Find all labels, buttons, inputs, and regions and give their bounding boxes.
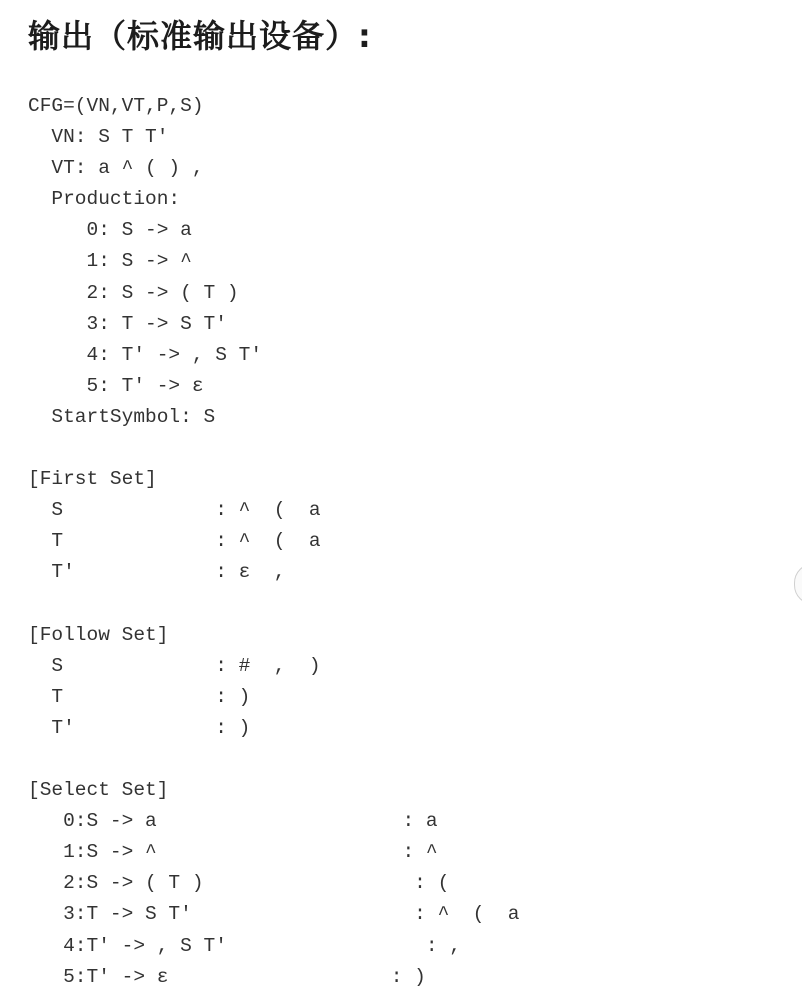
program-output (28, 91, 519, 993)
output-line: StartSymbol: S (28, 405, 216, 428)
output-line: 1: S -> ^ (28, 250, 192, 273)
output-line: 2:S -> ( T ) : ( (28, 872, 450, 895)
output-line: Production: (28, 188, 181, 211)
output-line (28, 433, 519, 464)
output-line: S : ^ ( a (28, 499, 321, 522)
output-line: S : # , ) (28, 654, 321, 677)
output-line: 3:T -> S T' : ^ ( a (28, 903, 520, 926)
page-title: 输出（标准输出设备）: (28, 17, 372, 55)
output-line: 3: T -> S T' (28, 312, 227, 335)
output-line: 0:S -> a : a (28, 810, 438, 833)
output-line: [Follow Set] (28, 623, 169, 646)
output-line: CFG=(VN,VT,P,S) (28, 95, 204, 117)
output-line (28, 744, 519, 775)
output-line: VN: S T T' (28, 126, 169, 149)
output-line: T' : ) (28, 716, 251, 739)
output-line: 4: T' -> , S T' (28, 343, 263, 366)
output-line: 5:T' -> ε : ) (28, 965, 426, 988)
output-line: T : ^ ( a (28, 530, 321, 553)
output-line: VT: a ^ ( ) , (28, 157, 204, 180)
output-line: T : ) (28, 685, 251, 708)
output-line: 2: S -> ( T ) (28, 281, 239, 304)
output-line: [First Set] (28, 468, 157, 491)
output-line: 0: S -> a (28, 219, 192, 242)
output-line: T' : ε , (28, 561, 286, 584)
side-panel-toggle[interactable] (794, 563, 802, 605)
output-line: [Select Set] (28, 779, 169, 802)
output-line: 4:T' -> , S T' : , (28, 934, 461, 957)
output-line: 1:S -> ^ : ^ (28, 841, 438, 864)
output-line: 5: T' -> ε (28, 374, 204, 397)
output-line (28, 589, 519, 620)
